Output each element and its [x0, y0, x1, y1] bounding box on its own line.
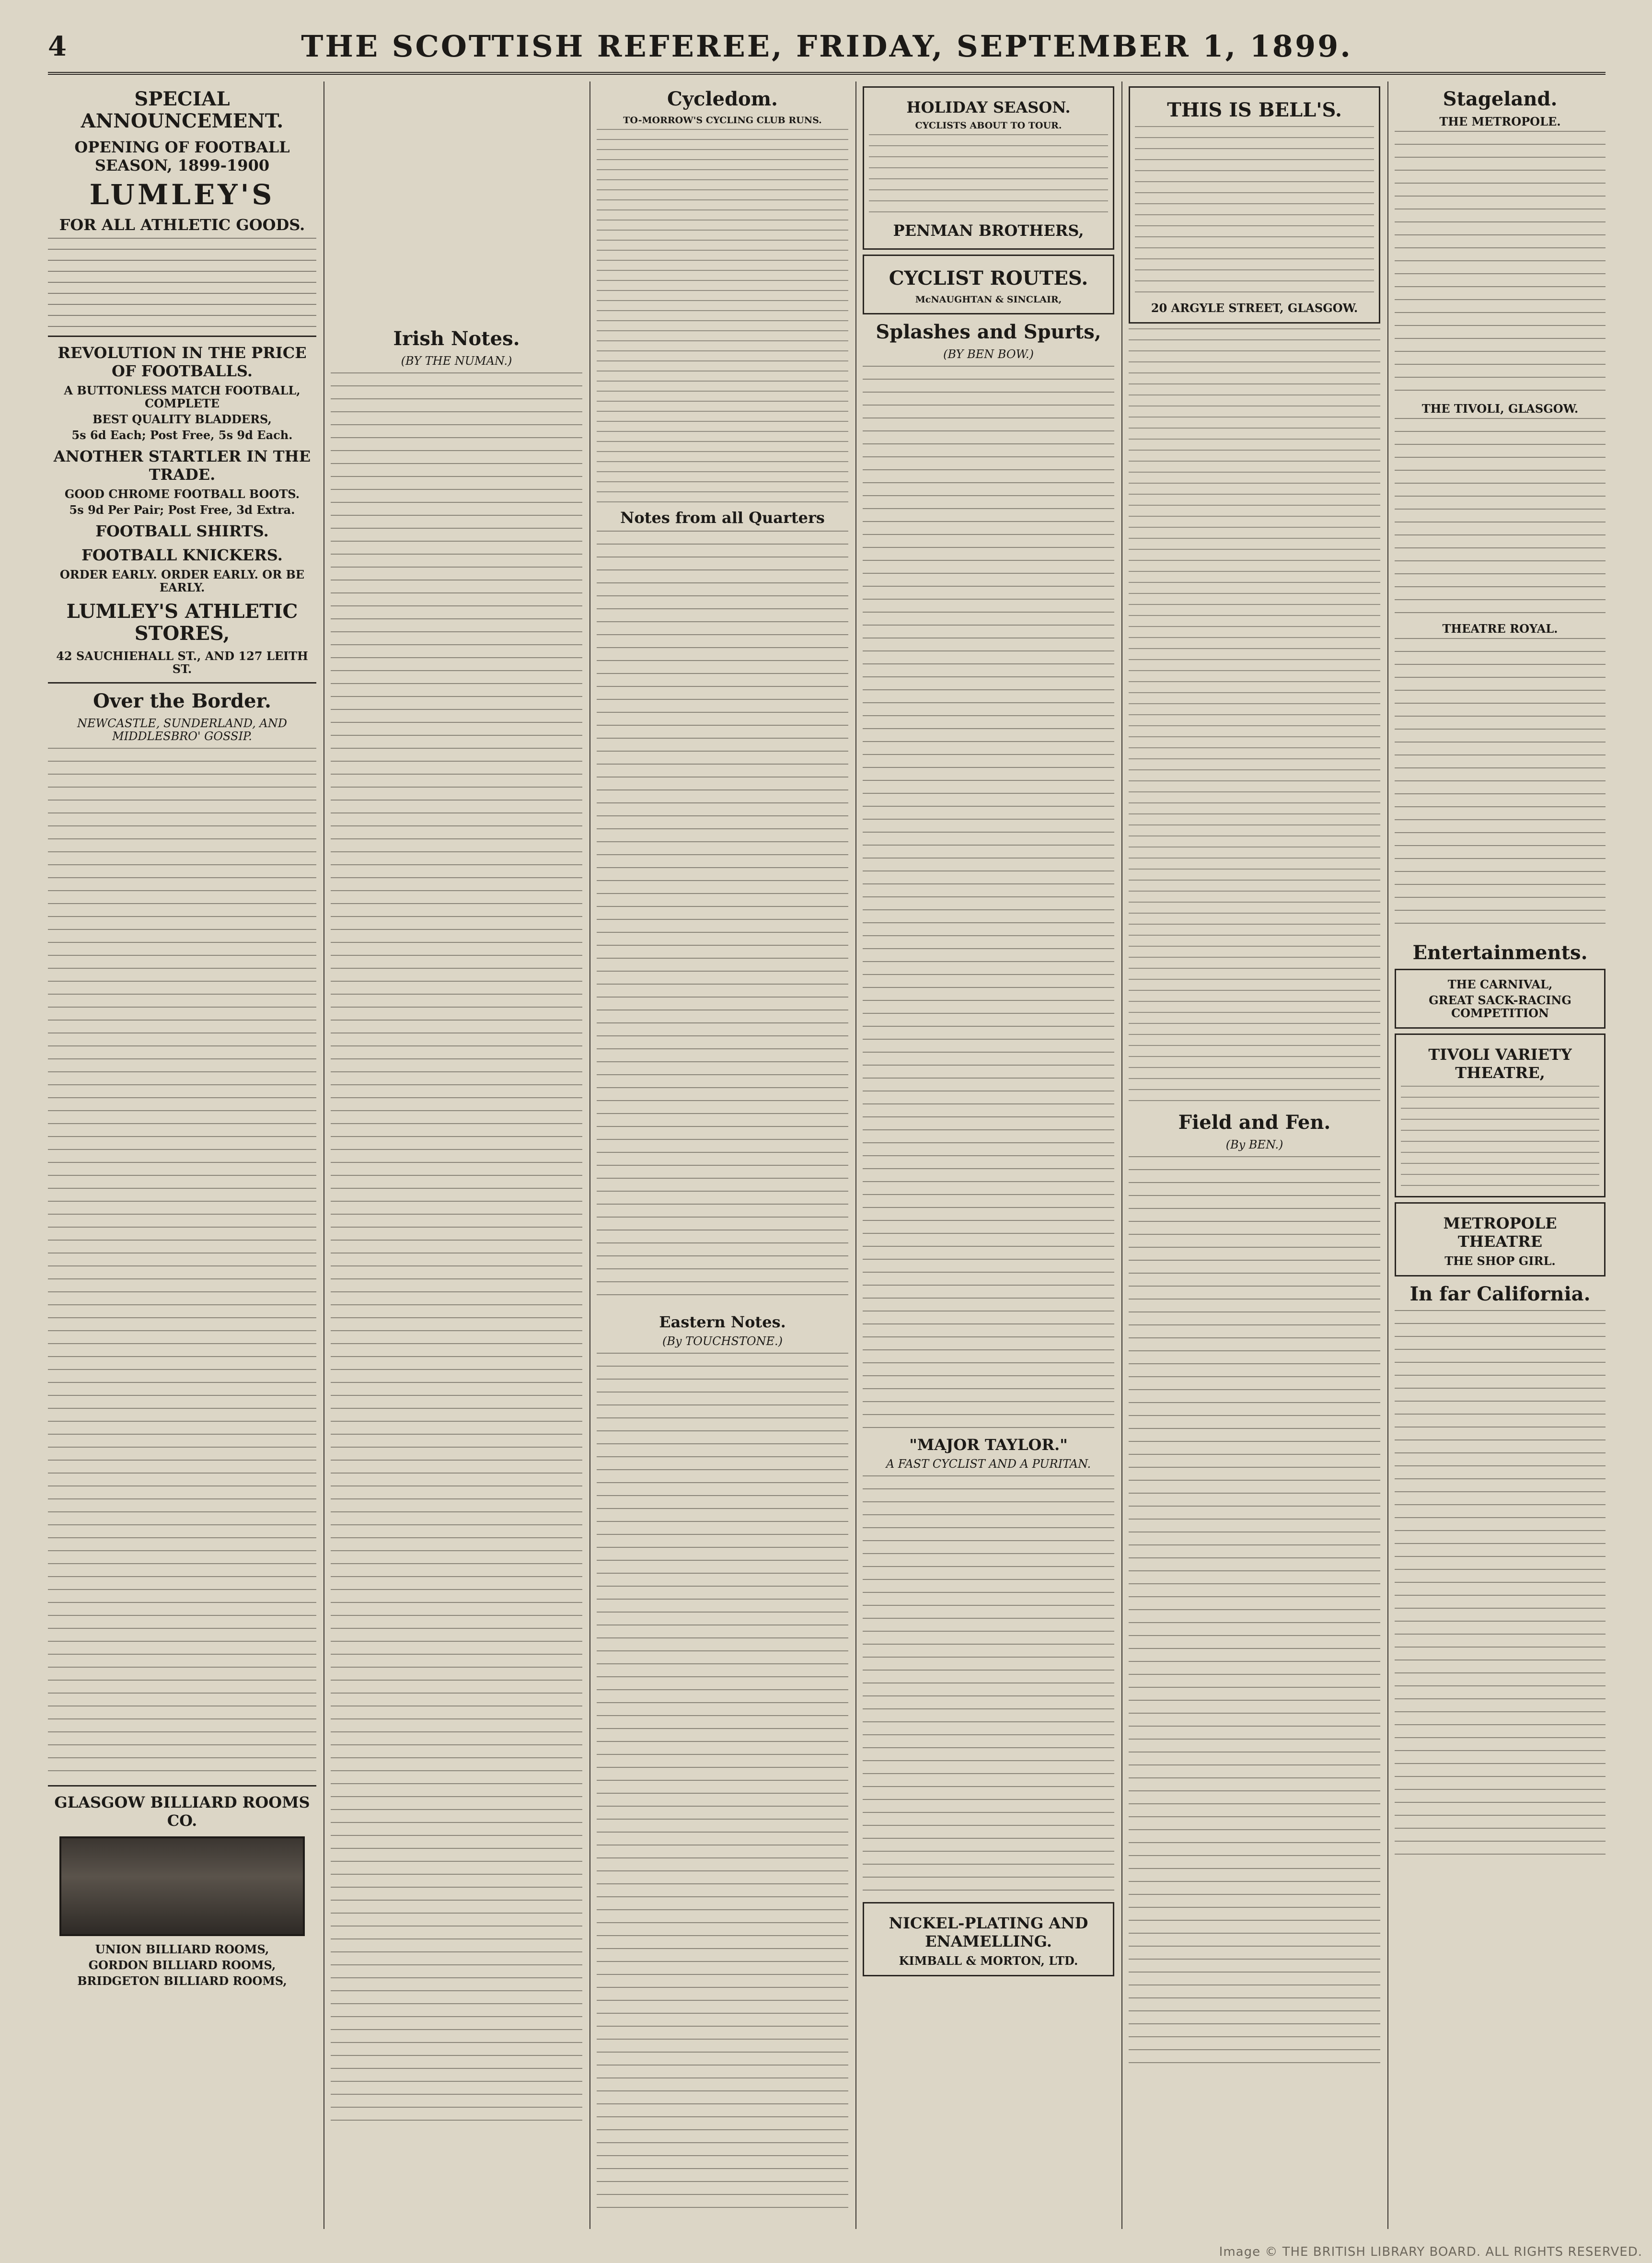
- tivoli-variety-title: TIVOLI VARIETY THEATRE,: [1428, 1045, 1572, 1082]
- column-2: [331, 81, 582, 2239]
- cyclists-tour-text: CYCLISTS ABOUT TO TOUR.: [915, 120, 1062, 131]
- billiard-table-illustration: [59, 1836, 305, 1936]
- in-far-california-heading: In far California.: [1409, 1283, 1591, 1305]
- lumley-address: 42 SAUCHIEHALL ST., AND 127 LEITH ST.: [56, 649, 308, 676]
- notes-article-body: [597, 531, 848, 1307]
- cyclist-routes-ad: [863, 255, 1114, 314]
- nickel-heading: NICKEL-PLATING AND ENAMELLING.: [889, 1914, 1088, 1950]
- holiday-heading: HOLIDAY SEASON.: [906, 98, 1071, 116]
- lumleys-heading: LUMLEY'S: [89, 178, 275, 211]
- column-3: [597, 81, 848, 2239]
- irish-byline: (BY THE NUMAN.): [401, 354, 512, 368]
- carnival-ad: [1395, 969, 1606, 1029]
- athletic-goods-heading: FOR ALL ATHLETIC GOODS.: [59, 216, 305, 234]
- lumley-intro-text: [48, 238, 316, 329]
- bells-ad: [1129, 86, 1380, 324]
- bridgeton-billiard: BRIDGETON BILLIARD ROOMS,: [77, 1974, 287, 1988]
- entertainments-heading: Entertainments.: [1412, 941, 1588, 964]
- metropole-theatre-ad: [1395, 1202, 1606, 1277]
- tivoli-subheading: THE TIVOLI, GLASGOW.: [1421, 402, 1579, 416]
- penman-heading: PENMAN BROTHERS,: [893, 221, 1084, 240]
- copyright-notice: Image © THE BRITISH LIBRARY BOARD. ALL RIGHTS RESERVED.: [1219, 2245, 1642, 2259]
- eastern-byline: (By TOUCHSTONE.): [662, 1335, 783, 1348]
- boots-price: 5s 9d Per Pair; Post Free, 3d Extra.: [69, 503, 295, 517]
- order-early-text: ORDER EARLY. ORDER EARLY. OR BE EARLY.: [59, 568, 305, 594]
- tivoli-ad-body: [1401, 1086, 1599, 1191]
- revolution-heading: REVOLUTION IN THE PRICE OF FOOTBALLS.: [58, 344, 307, 380]
- nickel-plating-ad: [863, 1902, 1114, 1976]
- field-and-fen-heading: Field and Fen.: [1178, 1111, 1331, 1134]
- column-rule: [589, 81, 590, 2229]
- shop-girl-title: THE SHOP GIRL.: [1444, 1254, 1556, 1268]
- metropole-theatre-title: METROPOLE THEATRE: [1443, 1214, 1557, 1251]
- divider: [48, 1785, 316, 1787]
- this-is-bells-heading: THIS IS BELL'S.: [1167, 99, 1342, 121]
- column-6: [1395, 81, 1606, 2239]
- opening-heading: OPENING OF FOOTBALL SEASON, 1899-1900: [74, 138, 290, 174]
- column-rule: [323, 81, 324, 2229]
- major-taylor-sub: A FAST CYCLIST AND A PURITAN.: [886, 1457, 1091, 1471]
- special-announcement-heading: SPECIAL ANNOUNCEMENT.: [81, 88, 284, 132]
- field-byline: (By BEN.): [1225, 1138, 1283, 1151]
- major-taylor-heading: "MAJOR TAYLOR.": [909, 1436, 1068, 1454]
- cyclist-routes-heading: CYCLIST ROUTES.: [889, 267, 1088, 290]
- stageland-body-1: [1395, 131, 1606, 399]
- carnival-title: THE CARNIVAL,: [1447, 977, 1553, 991]
- notes-from-all-quarters-heading: Notes from all Quarters: [620, 509, 825, 527]
- column-rule: [855, 81, 856, 2229]
- column-rule: [1387, 81, 1388, 2229]
- chrome-boots-text: GOOD CHROME FOOTBALL BOOTS.: [64, 487, 300, 501]
- lumley-ad-continued: [331, 81, 582, 321]
- column-4: [863, 81, 1114, 2239]
- major-taylor-body: [863, 1475, 1114, 1897]
- eastern-article-body: [597, 1353, 848, 2216]
- masthead-title: THE SCOTTISH REFEREE, FRIDAY, SEPTEMBER 1, 1899.: [301, 29, 1352, 64]
- border-subheading: NEWCASTLE, SUNDERLAND, AND MIDDLESBRO' GOSSIP.: [77, 717, 288, 743]
- splashes-byline: (BY BEN BOW.): [943, 348, 1034, 361]
- holiday-season-ad: [863, 86, 1114, 250]
- masthead: [48, 29, 1606, 75]
- argyle-address: 20 ARGYLE STREET, GLASGOW.: [1151, 301, 1358, 315]
- football-price: 5s 6d Each; Post Free, 5s 9d Each.: [71, 428, 293, 442]
- over-the-border-heading: Over the Border.: [93, 690, 271, 712]
- buttonless-text: A BUTTONLESS MATCH FOOTBALL, COMPLETE: [64, 383, 300, 410]
- union-billiard: UNION BILLIARD ROOMS,: [95, 1942, 269, 1956]
- results-listing: [1129, 328, 1380, 1105]
- page-number: 4: [48, 31, 67, 62]
- splashes-heading: Splashes and Spurts,: [876, 321, 1101, 343]
- billiard-heading: GLASGOW BILLIARD ROOMS CO.: [54, 1793, 310, 1830]
- club-runs-table: [597, 129, 848, 503]
- tivoli-variety-ad: [1395, 1033, 1606, 1197]
- irish-notes-heading: Irish Notes.: [393, 327, 520, 350]
- sack-racing-title: GREAT SACK-RACING COMPETITION: [1429, 993, 1571, 1020]
- border-article-body: [48, 748, 316, 1778]
- holiday-ad-body: [869, 134, 1108, 216]
- field-article-body: [1129, 1156, 1380, 2067]
- stageland-body-3: [1395, 638, 1606, 935]
- knickers-heading: FOOTBALL KNICKERS.: [81, 546, 283, 564]
- cycledom-heading: Cycledom.: [667, 88, 778, 110]
- lumley-stores-heading: LUMLEY'S ATHLETIC STORES,: [66, 600, 298, 645]
- shirts-heading: FOOTBALL SHIRTS.: [95, 522, 269, 540]
- column-1: [48, 81, 316, 2239]
- bladders-text: BEST QUALITY BLADDERS,: [92, 412, 272, 426]
- splashes-article-body: [863, 366, 1114, 1430]
- divider: [48, 682, 316, 684]
- club-runs-heading: TO-MORROW'S CYCLING CLUB RUNS.: [623, 115, 822, 126]
- metropole-subheading: THE METROPOLE.: [1439, 115, 1561, 128]
- startler-heading: ANOTHER STARTLER IN THE TRADE.: [53, 447, 311, 484]
- column-5: [1129, 81, 1380, 2239]
- theatre-royal-subheading: THEATRE ROYAL.: [1442, 622, 1558, 636]
- irish-article-body: [331, 372, 582, 2122]
- stageland-body-2: [1395, 418, 1606, 619]
- divider: [48, 336, 316, 337]
- bells-ad-body: [1135, 126, 1374, 299]
- column-rule: [1121, 81, 1122, 2229]
- california-article-body: [1395, 1310, 1606, 1861]
- gordon-billiard: GORDON BILLIARD ROOMS,: [88, 1958, 276, 1972]
- kimball-text: KIMBALL & MORTON, LTD.: [899, 1954, 1078, 1968]
- eastern-notes-heading: Eastern Notes.: [659, 1313, 786, 1331]
- mcnaughtan-text: McNAUGHTAN & SINCLAIR,: [915, 294, 1062, 305]
- stageland-heading: Stageland.: [1443, 88, 1558, 110]
